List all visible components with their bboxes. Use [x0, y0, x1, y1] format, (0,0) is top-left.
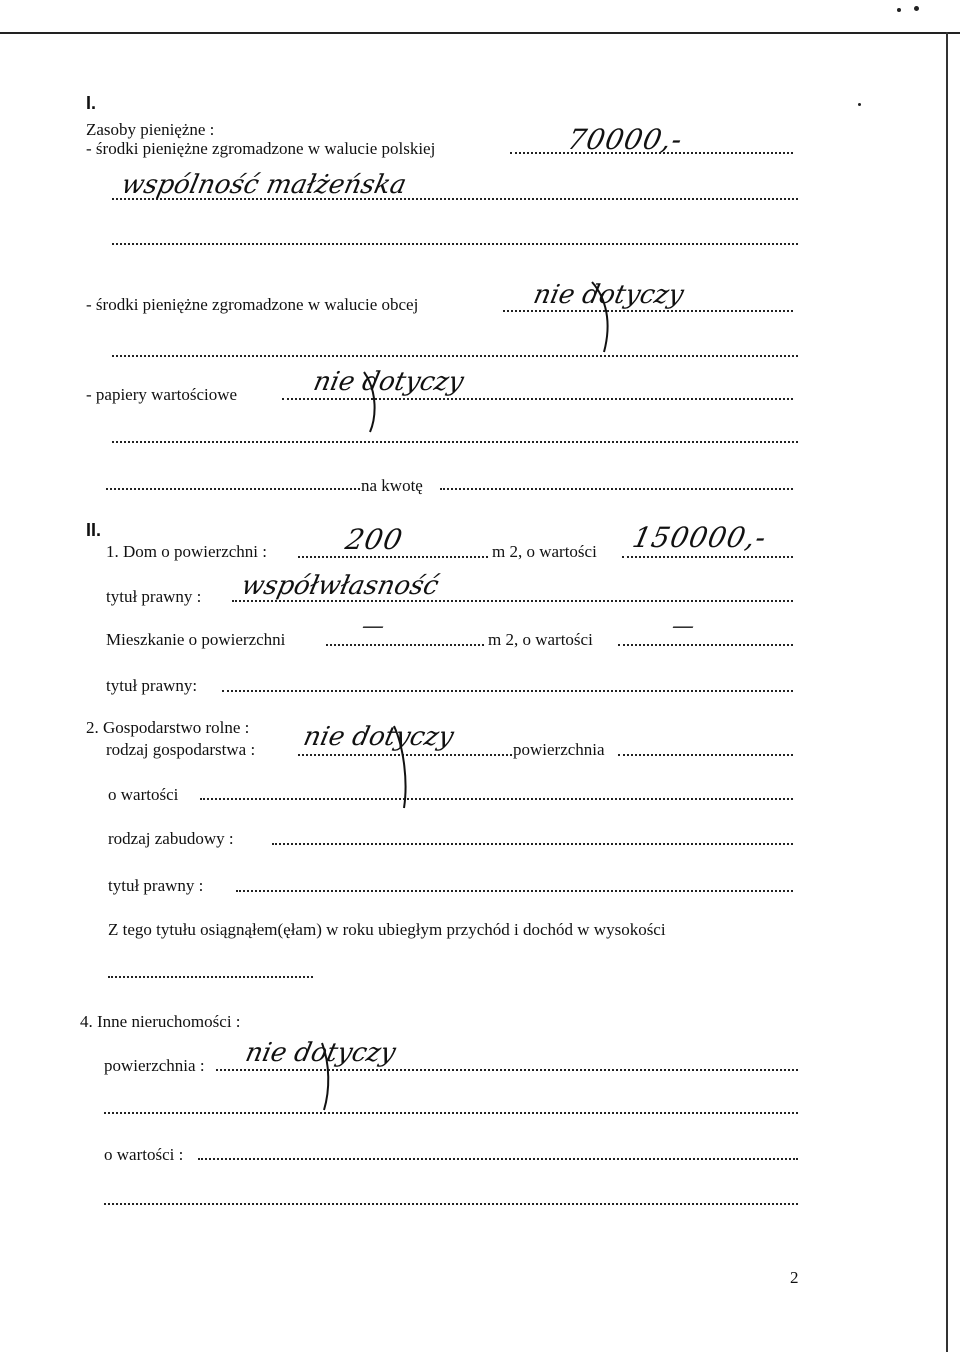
securities-label: - papiery wartościowe	[86, 385, 238, 404]
amount-dotted-line-left	[106, 488, 360, 490]
other-property-label: 4. Inne nieruchomości :	[80, 1012, 241, 1031]
house-value: 150000,-	[629, 521, 770, 554]
house-unit-value-label: m 2, o wartości	[492, 542, 597, 561]
other-value-dotted-line	[198, 1158, 798, 1160]
flat-title-dotted-line	[222, 690, 793, 692]
farm-income-text: Z tego tytułu osiągnąłem(ęłam) w roku ubiegłym przychód i dochód w wysokości	[108, 920, 666, 939]
pln-funds-note: wspólność małżeńska	[118, 170, 409, 200]
house-title-label: tytuł prawny :	[106, 587, 202, 606]
section-1-title: Zasoby pieniężne :	[86, 120, 215, 139]
foreign-funds-label: - środki pieniężne zgromadzone w walucie obcej	[86, 295, 419, 314]
farm-area-label: powierzchnia	[513, 740, 605, 759]
scan-edge-right	[946, 32, 948, 1352]
house-area-dotted-line	[298, 556, 488, 558]
securities-dotted-line	[282, 398, 793, 400]
farm-area-dotted-line	[618, 754, 793, 756]
other-area-label: powierzchnia :	[104, 1056, 205, 1075]
foreign-funds-dotted-line	[503, 310, 793, 312]
page-number: 2	[790, 1268, 799, 1287]
house-value-dotted-line	[622, 556, 793, 558]
house-title-value: współwłasność	[238, 571, 442, 601]
other-value-label: o wartości :	[104, 1145, 184, 1164]
farm-value-label: o wartości	[108, 785, 179, 804]
farm-title-label: tytuł prawny :	[108, 876, 204, 895]
securities-value: nie dotyczy	[310, 367, 467, 397]
flat-value: —	[669, 614, 697, 639]
farm-type-label: rodzaj gospodarstwa :	[106, 740, 256, 759]
farm-type-value: nie dotyczy	[300, 722, 457, 752]
farm-value-dotted-line	[200, 798, 793, 800]
other-area-dotted-line	[216, 1069, 798, 1071]
farm-type-dotted-line	[298, 754, 512, 756]
pln-funds-value: 70000,-	[564, 123, 687, 156]
scan-speck	[897, 8, 901, 12]
flat-area-label: Mieszkanie o powierzchni	[106, 630, 286, 649]
flat-value-dotted-line	[618, 644, 793, 646]
foreign-funds-value: nie dotyczy	[530, 280, 687, 310]
amount-label: na kwotę	[361, 476, 423, 495]
house-area-value: 200	[342, 523, 407, 556]
farm-title-dotted-line	[236, 890, 793, 892]
farm-label: 2. Gospodarstwo rolne :	[86, 718, 250, 737]
section-1-heading: I.	[86, 93, 97, 113]
scan-edge-top	[0, 32, 960, 34]
foreign-extra-dotted-line	[112, 355, 798, 357]
pln-funds-label: - środki pieniężne zgromadzone w walucie polskiej	[86, 139, 436, 158]
pln-extra-dotted-line	[112, 243, 798, 245]
scan-speck	[914, 6, 919, 11]
flat-unit-value-label: m 2, o wartości	[488, 630, 593, 649]
other-area-value: nie dotyczy	[242, 1038, 399, 1068]
other-extra-dotted-line	[104, 1112, 798, 1114]
flat-area-value: —	[359, 614, 387, 639]
securities-extra-dotted-line	[112, 441, 798, 443]
amount-dotted-line-right	[440, 488, 793, 490]
farm-buildings-label: rodzaj zabudowy :	[108, 829, 234, 848]
section-2-heading: II.	[86, 520, 102, 540]
house-area-label: 1. Dom o powierzchni :	[106, 542, 267, 561]
farm-buildings-dotted-line	[272, 843, 793, 845]
farm-income-dotted-line	[108, 976, 313, 978]
scan-speck	[858, 103, 861, 106]
other-value-extra-dotted-line	[104, 1203, 798, 1205]
flat-area-dotted-line	[326, 644, 484, 646]
flat-title-label: tytuł prawny:	[106, 676, 198, 695]
